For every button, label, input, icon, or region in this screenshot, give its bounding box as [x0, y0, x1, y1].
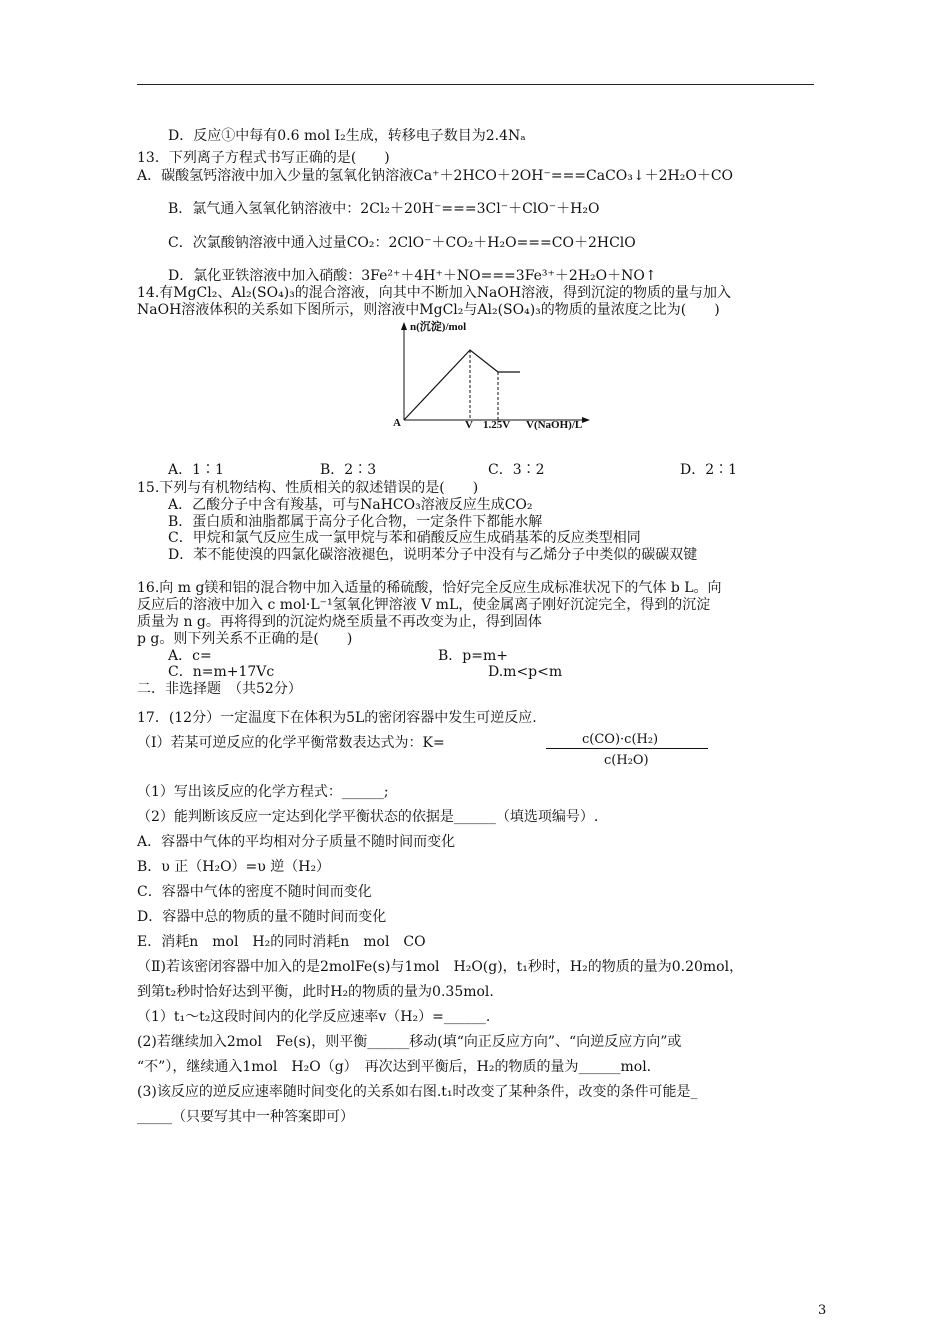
q15-option-a: A．乙酸分子中含有羧基，可与NaHCO₃溶液反应生成CO₂ [168, 497, 533, 513]
q17-part1-q1: （1）写出该反应的化学方程式：______; [137, 784, 389, 800]
precipitate-curve [404, 350, 520, 420]
q13-option-b: B．氯气通入氢氧化钠溶液中：2Cl₂＋20H⁻===3Cl⁻＋ClO⁻＋H₂O [168, 201, 600, 217]
y-axis-arrow [401, 322, 407, 330]
section-2-title: 二．非选择题 （共52分） [137, 681, 302, 697]
q14-option-c: C．3∶2 [488, 462, 545, 478]
fraction-numerator: c(CO)·c(H₂) [582, 732, 659, 747]
q12-option-d: D．反应①中每有0.6 mol I₂生成，转移电子数目为2.4Nₐ [168, 128, 526, 144]
fraction-denominator: c(H₂O) [604, 753, 649, 768]
q16-stem-2: 反应后的溶液中加入 c mol·L⁻¹氢氧化钾溶液 V mL，使金属离子刚好沉淀完全，得到的沉淀 [137, 597, 711, 613]
q17-part2-q3-1: (3)该反应的逆反应速率随时间变化的关系如右图.t₁时改变了某种条件，改变的条件可能是_ [137, 1084, 698, 1100]
precipitate-graph [388, 316, 598, 432]
q17-option-b: B．υ 正（H₂O）=υ 逆（H₂） [137, 859, 331, 875]
q16-option-c: C．n=m+17Vc [168, 664, 275, 680]
q15-option-b: B．蛋白质和油脂都属于高分子化合物，一定条件下都能水解 [168, 514, 543, 530]
q15-option-c: C．甲烷和氯气反应生成一氯甲烷与苯和硝酸反应生成硝基苯的反应类型相同 [168, 530, 641, 546]
tick-label-125v: 1.25V [483, 419, 511, 431]
x-axis-label: V(NaOH)/L [526, 419, 583, 431]
q17-part1-stem: （Ⅰ）若某可逆反应的化学平衡常数表达式为：K= [137, 735, 445, 751]
q16-stem-4: p g。则下列关系不正确的是( ) [137, 631, 353, 647]
page-number: 3 [818, 1303, 827, 1318]
q17-option-e: E．消耗n mol H₂的同时消耗n mol CO [137, 934, 426, 950]
q15-option-d: D．苯不能使溴的四氯化碳溶液褪色，说明苯分子中没有与乙烯分子中类似的碳碳双键 [168, 547, 698, 563]
q13-option-a: A．碳酸氢钙溶液中加入少量的氢氧化钠溶液Ca⁺＋2HCO＋2OH⁻===CaCO₃↓＋2H₂O＋CO [137, 168, 734, 184]
q15-stem: 15.下列与有机物结构、性质相关的叙述错误的是( ) [137, 480, 479, 496]
q17-option-d: D．容器中总的物质的量不随时间而变化 [137, 909, 387, 925]
q16-option-b: B．p=m+ [438, 648, 508, 664]
q14-stem-2: NaOH溶液体积的关系如下图所示，则溶液中MgCl₂与Al₂(SO₄)₃的物质的量浓度之比为( ) [137, 302, 720, 318]
tick-label-v: V [465, 419, 473, 431]
q14-stem-1: 14.有MgCl₂、Al₂(SO₄)₃的混合溶液，向其中不断加入NaOH溶液，得到沉淀的物质的量与加入 [137, 285, 732, 301]
x-axis-arrow [582, 417, 590, 423]
q13-option-c: C．次氯酸钠溶液中通入过量CO₂：2ClO⁻＋CO₂＋H₂O===CO＋2HClO [168, 235, 636, 251]
q17-part2-stem-1: （Ⅱ)若该密闭容器中加入的是2molFe(s)与1mol H₂O(g)，t₁秒时，H₂的物质的量为0.20mol， [137, 959, 744, 975]
q17-option-c: C．容器中气体的密度不随时间而变化 [137, 884, 372, 900]
q13-stem: 13．下列离子方程式书写正确的是( ) [137, 150, 390, 166]
q16-option-d: D.m<p<m [488, 664, 563, 680]
origin-label: A [393, 417, 401, 429]
q17-option-a: A．容器中气体的平均相对分子质量不随时间而变化 [137, 834, 456, 850]
fraction-bar [546, 748, 708, 749]
q17-part2-q2-2: “不”），继续通入1mol H₂O（g） 再次达到平衡后，H₂的物质的量为______mol. [137, 1059, 652, 1075]
q17-part1-q2: （2）能判断该反应一定达到化学平衡状态的依据是______（填选项编号）. [137, 809, 599, 825]
q17-part2-q3-2: _____（只要写其中一种答案即可） [137, 1109, 354, 1125]
y-axis-label: n(沉淀)/mol [410, 321, 467, 333]
header-rule [137, 84, 814, 85]
q17-stem: 17．(12分）一定温度下在体积为5L的密闭容器中发生可逆反应. [137, 710, 537, 726]
q17-part2-q1: （1）t₁～t₂这段时间内的化学反应速率v（H₂）=______. [137, 1009, 491, 1025]
q17-part2-q2-1: (2)若继续加入2mol Fe(s)，则平衡______移动(填“向正反应方向”、“向逆反应方向”或 [137, 1034, 682, 1050]
q14-option-d: D．2∶1 [680, 462, 738, 478]
q16-stem-3: 质量为 n g。再将得到的沉淀灼烧至质量不再改变为止，得到固体 [137, 614, 542, 630]
q14-option-b: B．2∶3 [320, 462, 377, 478]
q13-option-d: D．氯化亚铁溶液中加入硝酸：3Fe²⁺＋4H⁺＋NO===3Fe³⁺＋2H₂O＋NO↑ [168, 268, 657, 284]
q17-part2-stem-2: 到第t₂秒时恰好达到平衡，此时H₂的物质的量为0.35mol. [137, 984, 494, 1000]
q16-stem-1: 16.向 m g镁和铝的混合物中加入适量的稀硫酸，恰好完全反应生成标准状况下的气体 b L。向 [137, 580, 722, 596]
q14-option-a: A．1∶1 [168, 462, 224, 478]
q16-option-a: A．c= [168, 648, 212, 664]
